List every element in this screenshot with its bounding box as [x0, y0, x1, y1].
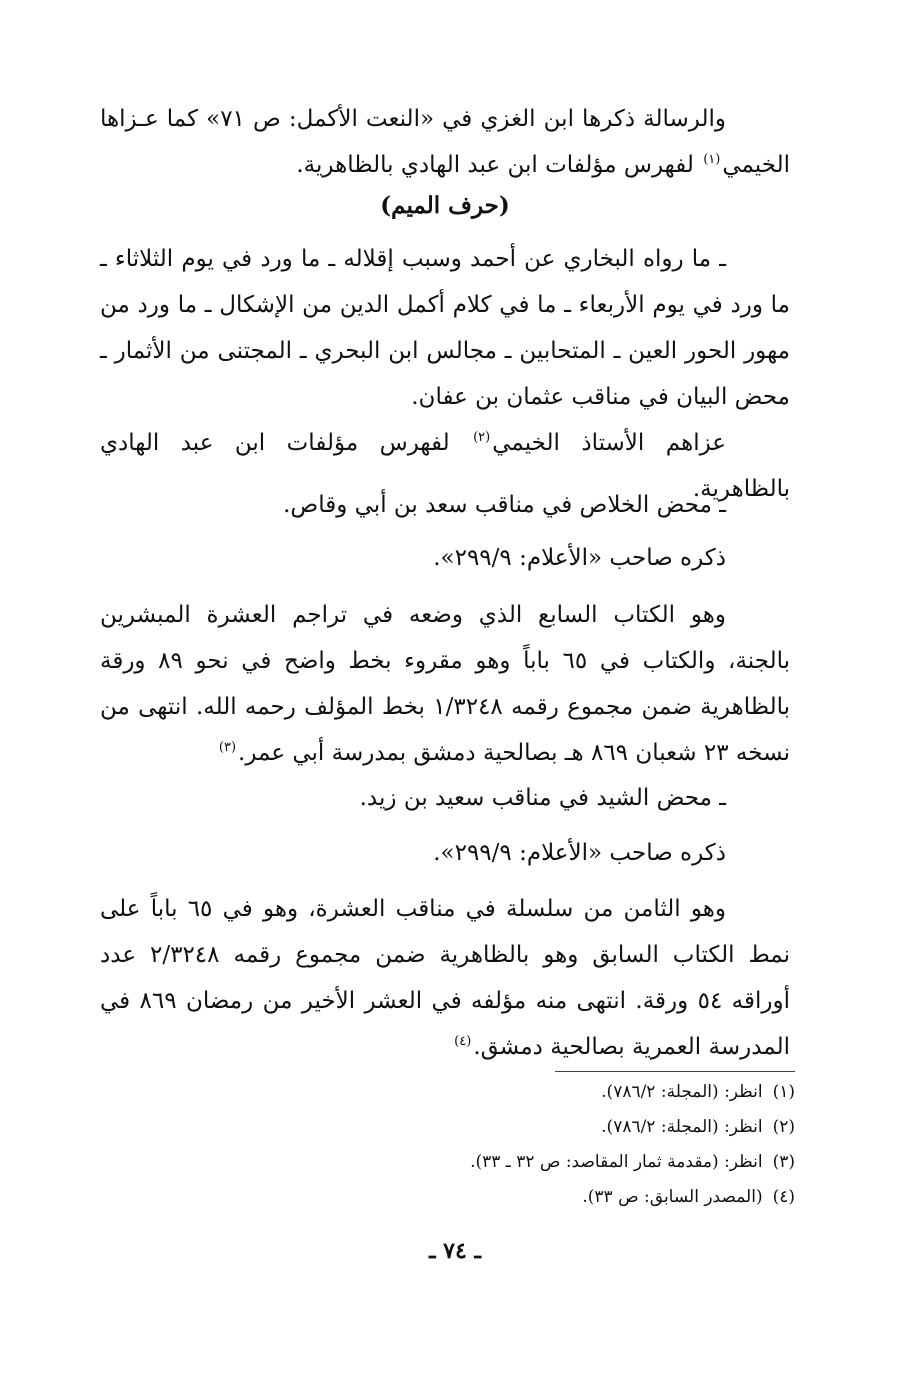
footnote-4 [300, 1180, 795, 1215]
footnote-text: انظر: (مقدمة ثمار المقاصد: ص ٣٢ ـ ٣٣). [470, 1152, 763, 1172]
footnote-number: (٤) [772, 1187, 795, 1207]
footnote-3 [300, 1145, 795, 1180]
footnote-number: (٢) [772, 1117, 795, 1137]
description-said [100, 886, 790, 1070]
intro-line-2-start: الخيمي [722, 152, 790, 178]
mim-titles-list: ـ ما رواه البخاري عن أحمد وسبب إقلاله ـ ما ورد في يوم الثلاثاء ـ ما ورد في يوم الأربعاء ـ ما في كلام أكمل الدين من الإشكال ـ ما ورد من مهور الحور العين ـ المتحابين ـ مجالس ابن البحري ـ المجتنى من الأثمار ـ محض البيان في مناقب عثمان بن عفان. [100, 246, 790, 410]
footnote-separator [555, 1071, 795, 1072]
footnote-ref-2: (٢) [473, 430, 491, 445]
intro-paragraph [100, 96, 790, 188]
footnote-text: انظر: (المجلة: ٧٨٦/٢). [601, 1117, 763, 1137]
attribution-text-end: لفهرس مؤلفات ابن عبد الهادي بالظاهرية. [100, 430, 790, 502]
intro-line-1: والرسالة ذكرها ابن الغزي في «النعت الأكمل: ص ٧١» كما عـزاها [100, 106, 726, 132]
footnote-ref-4: (٤) [454, 1034, 472, 1049]
attribution-text-start: عزاهم الأستاذ الخيمي [492, 430, 727, 456]
footnote-number: (٣) [772, 1152, 795, 1172]
book-title-saad: ـ محض الخلاص في مناقب سعد بن أبي وقاص. [283, 492, 726, 518]
section-heading: (حرف الميم) [380, 192, 510, 219]
footnotes [300, 1075, 795, 1215]
footnote-text: (المصدر السابق: ص ٣٣). [582, 1187, 763, 1207]
description-said-text: وهو الثامن من سلسلة في مناقب العشرة، وهو في ٦٥ باباً على نمط الكتاب السابق وهو بالظاهرية ضمن مجموع رقمه ٢/٣٢٤٨ عدد أوراقه ٥٤ ورقة. انتهى منه مؤلفه في العشر الأخير من رمضان ٨٦٩ في المدرسة العمرية بصالحية دمشق. [100, 896, 790, 1060]
description-saad [100, 592, 790, 776]
intro-line-2-end: لفهرس مؤلفات ابن عبد الهادي بالظاهرية. [296, 152, 702, 178]
footnote-text: انظر: (المجلة: ٧٨٦/٢). [601, 1082, 763, 1102]
page-number: ـ ٧٤ ـ [429, 1238, 481, 1264]
footnote-1 [300, 1075, 795, 1110]
description-saad-text: وهو الكتاب السابع الذي وضعه في تراجم العشرة المبشرين بالجنة، والكتاب في ٦٥ باباً وهو مقروء بخط واضح في نحو ٨٩ ورقة بالظاهرية ضمن مجموع رقمه ١/٣٢٤٨ بخط المؤلف رحمه الله. انتهى من نسخه ٢٣ شعبان ٨٦٩ هـ بصالحية دمشق بمدرسة أبي عمر. [100, 602, 790, 766]
footnote-ref-1: (١) [703, 152, 721, 167]
footnote-number: (١) [772, 1082, 795, 1102]
footnote-2 [300, 1110, 795, 1145]
footnote-ref-3: (٣) [218, 740, 237, 755]
citation-saad: ذكره صاحب «الأعلام: ٢٩٩/٩». [433, 545, 726, 571]
citation-said: ذكره صاحب «الأعلام: ٢٩٩/٩». [433, 840, 726, 866]
book-title-said: ـ محض الشيد في مناقب سعيد بن زيد. [359, 785, 726, 811]
